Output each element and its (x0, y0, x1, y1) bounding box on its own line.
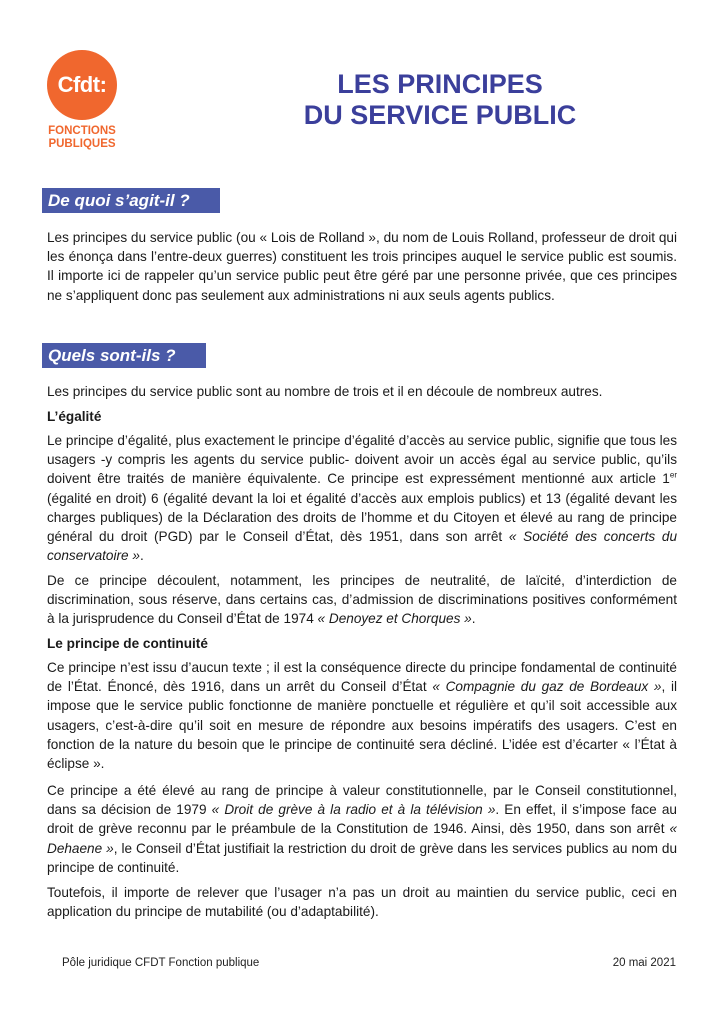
cfdt-logo (42, 50, 122, 151)
continuite-paragraph-3 (47, 883, 677, 921)
continuite-p2-case-name: « Dehaene » (47, 821, 677, 856)
egalite-p2-text-a: De ce principe découlent, notamment, les principes de neutralité, de laïcité, d’interdiction de discrimination, sous réserve, dans certains cas, d’admission de discriminations positives conformément à la jurisprudence du Conseil d’État de 1974 (47, 573, 677, 627)
continuite-p3-text: Toutefois, il importe de relever que l’usager n’a pas un droit au maintien du service public, ceci en application du principe de mutabilité (ou d’adaptabilité). (47, 885, 677, 920)
egalite-paragraph-2 (47, 571, 677, 629)
cfdt-logo-subtitle (42, 125, 122, 151)
which-intro-text: Les principes du service public sont au nombre de trois et il en découle de nombreux autres. (47, 384, 603, 399)
egalite-p1-text-b: (égalité en droit) 6 (égalité devant la loi et égalité d’accès aux emplois publics) et 13 (égalité devant les charges publiques) de la Déclaration des droits de l’homme et du Citoyen et élevé au rang de principe général du droit (PGD) par le Conseil d’État, dès 1951, dans son arrêt (47, 490, 677, 545)
intro-text: Les principes du service public (ou « Lois de Rolland », du nom de Louis Rolland, professeur de droit qui les énonça dans l’entre-deux guerres) constituent les trois principes auquel le service public est soumis. Il importe ici de rappeler qu’un service public peut être géré par une personne privée, que ces principes ne s’appliquent donc pas seulement aux administrations ni aux seuls agents publics. (47, 230, 677, 303)
egalite-p1-case-name: « Société des concerts du conservatoire » (47, 529, 677, 564)
egalite-heading: L’égalité (47, 409, 102, 424)
continuite-p1-case-name: « Compagnie du gaz de Bordeaux » (432, 679, 662, 695)
continuite-paragraph-2 (47, 781, 677, 877)
continuite-p2-decision-name: « Droit de grève à la radio et à la télévision » (211, 802, 496, 818)
which-intro-paragraph (47, 382, 677, 401)
egalite-paragraph-1 (47, 431, 677, 565)
title-line-1: LES PRINCIPES (337, 69, 543, 99)
title-line-2: DU SERVICE PUBLIC (303, 100, 577, 130)
continuite-p2-text-a: Ce principe a été élevé au rang de principe à valeur constitutionnelle, par le Conseil constitutionnel, dans sa décision de 1979 (47, 783, 677, 818)
egalite-p1-text-c: . (139, 548, 144, 564)
section-heading-what: De quoi s’agit-il ? (42, 188, 220, 213)
cfdt-logo-text: Cfdt: (57, 72, 107, 97)
continuite-p1-text-b: , il impose que le service public fonctionne de manière ponctuelle et régulière et qu’il soit accessible aux usagers, c’est-à-dire qu’il soit en mesure de répondre aux besoins impératifs des usagers. C’est en fonction de la nature du besoin que le principe de continuité sera décliné. L’idée est d’écarter « l’État à éclipse ». (47, 679, 677, 772)
footer-date: 20 mai 2021 (612, 957, 676, 969)
continuite-p2-text-c: , le Conseil d’État justifiait la restriction du droit de grève dans les services publics au nom du principe de continuité. (47, 840, 677, 875)
continuite-paragraph-1 (47, 658, 677, 773)
logo-sub-line-2: PUBLIQUES (48, 138, 116, 150)
egalite-p1-superscript: er (669, 470, 677, 480)
cfdt-logo-circle (47, 50, 117, 120)
logo-sub-line-1: FONCTIONS (48, 125, 116, 137)
continuite-p1-text-a: Ce principe n’est issu d’aucun texte ; il est la conséquence directe du principe fondamental de continuité de l’État. Énoncé, dès 1916, dans un arrêt du Conseil d’État (47, 660, 677, 695)
intro-paragraph (47, 228, 677, 305)
section-heading-which: Quels sont-ils ? (42, 343, 206, 368)
footer-left: Pôle juridique CFDT Fonction publique (62, 957, 260, 969)
egalite-p1-text-a: Le principe d’égalité, plus exactement le principe d’égalité d’accès au service public, signifie que tous les usagers -y compris les agents du service public- doivent avoir un accès égal au service public, qu’ils doivent être traités de manière équivalente. Ce principe est expressément mentionné aux article 1 (47, 433, 677, 487)
egalite-p2-case-name: « Denoyez et Chorques » (317, 611, 472, 627)
continuite-heading: Le principe de continuité (47, 636, 208, 651)
continuite-p2-text-b: . En effet, il s’impose face au droit de grève reconnu par le préambule de la Constitution de 1946. Ainsi, dès 1950, dans son arrêt (47, 802, 677, 837)
egalite-p2-text-c: . (471, 611, 476, 627)
page-title (200, 69, 680, 131)
